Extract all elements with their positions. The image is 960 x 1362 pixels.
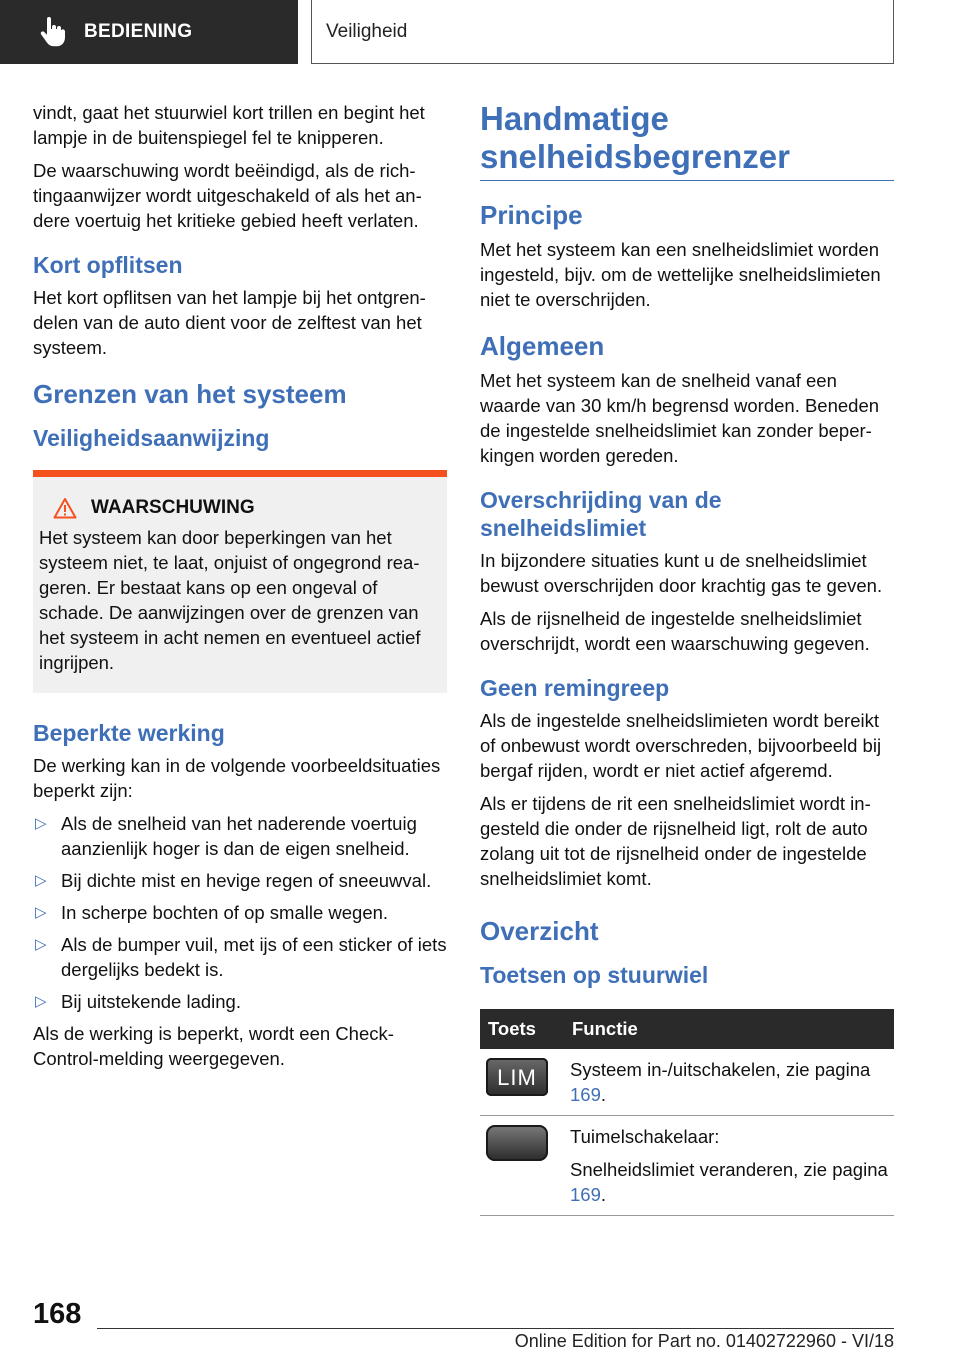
page-link[interactable]: 169: [570, 1184, 601, 1205]
rocker-switch-icon: [486, 1125, 548, 1161]
list-item: ▷ Bij uitstekende lading.: [35, 991, 241, 1012]
intro-paragraph-2: De waarschuwing wordt beëindigd, als de richtingaanwijzer wordt uitgeschakeld of als het andere voertuig het kritieke gebied heeft verlaten.: [33, 160, 422, 231]
heading-veiligheidsaanwijzing: Veiligheidsaanwijzing: [33, 425, 270, 451]
limitation-list: [33, 811, 447, 1014]
section-tab: [0, 0, 298, 64]
list-item: ▷ In scherpe bochten of op smalle wegen.: [35, 902, 389, 923]
edition-note: Online Edition for Part no. 01402722960 - VI/18: [514, 1331, 894, 1351]
heading-principe: Principe: [480, 200, 583, 230]
geen-remingreep-text-2: Als er tijdens de rit een snelheidslimiet wordt ingesteld die onder de rijsnelheid ligt, rolt de auto zolang uit tot de rijsnelheid onder de ingestelde snelheidslimiet komt.: [480, 793, 871, 889]
heading-grenzen: Grenzen van het systeem: [33, 379, 347, 409]
triangle-bullet-icon: ▷: [35, 815, 47, 832]
kort-opflitsen-text: Het kort opflitsen van het lampje bij het ontgrendelen van de auto dient voor de zelftest van het systeem.: [33, 287, 426, 358]
warning-title-row: [39, 497, 439, 519]
intro-paragraph-1: vindt, gaat het stuurwiel kort trillen en begint het lampje in de buitenspiegel fel te knipperen.: [33, 102, 425, 148]
key-cell: [480, 1116, 564, 1216]
heading-kort-opflitsen: Kort opflitsen: [33, 252, 183, 278]
heading-divider: [480, 180, 894, 181]
page-link[interactable]: 169: [570, 1084, 601, 1105]
triangle-bullet-icon: ▷: [35, 872, 47, 889]
principe-text: Met het systeem kan een snelheidslimiet worden ingesteld, bijv. om de wettelijke snelheidslimieten niet te overschrijden.: [480, 239, 881, 310]
list-item: ▷ Bij dichte mist en hevige regen of sneeuwval.: [35, 870, 432, 891]
chapter-tab: [311, 0, 894, 64]
function-cell: Tuimelschakelaar: Snelheidslimiet veranderen, zie pagina 169.: [564, 1116, 894, 1216]
keys-table: [480, 1009, 894, 1216]
heading-toetsen: Toetsen op stuurwiel: [480, 962, 709, 988]
main-heading-line-2: snelheidsbegrenzer: [480, 138, 790, 175]
warning-triangle-icon: [53, 497, 77, 519]
list-item: ▷ Als de snelheid van het naderende voertuig aanzienlijk hoger is dan de eigen snelheid.: [35, 813, 417, 859]
left-column: [33, 100, 447, 1079]
heading-algemeen: Algemeen: [480, 331, 605, 361]
page-number: 168: [33, 1298, 82, 1330]
pointing-hand-icon: [38, 17, 66, 47]
table-row: [480, 1116, 894, 1216]
heading-geen-remingreep: Geen remingreep: [480, 675, 670, 701]
warning-title: WAARSCHUWING: [91, 497, 255, 518]
function-cell: Systeem in-/uitschakelen, zie pagina 169.: [564, 1049, 894, 1116]
heading-overschrijding-1: Overschrijding van de: [480, 487, 722, 513]
chapter-title: Veiligheid: [326, 20, 408, 42]
overschrijding-text-2: Als de rijsnelheid de ingestelde snelheidslimiet overschrijdt, wordt een waarschuwing gegeven.: [480, 608, 870, 654]
triangle-bullet-icon: ▷: [35, 993, 47, 1010]
lim-button-icon: LIM: [486, 1058, 548, 1096]
column-header-key: Toets: [480, 1009, 564, 1049]
heading-overschrijding-2: snelheidslimiet: [480, 515, 647, 541]
warning-text: Het systeem kan door beperkingen van het systeem niet, te laat, onjuist of ongegrond reageren. Er bestaat kans op een ongeval of schade. De aanwijzingen over de grenzen van het systeem in acht nemen en eventueel actief ingrijpen.: [39, 527, 421, 673]
main-heading-line-1: Handmatige: [480, 100, 669, 137]
list-item: ▷ Als de bumper vuil, met ijs of een sticker of iets dergelijks bedekt is.: [35, 934, 447, 980]
beperkt-intro: De werking kan in de volgende voorbeeldsituaties beperkt zijn:: [33, 755, 441, 801]
heading-beperkte-werking: Beperkte werking: [33, 720, 225, 746]
geen-remingreep-text-1: Als de ingestelde snelheidslimieten wordt bereikt of onbewust wordt overschreden, bijvoorbeeld bij bergaf rijden, wordt er niet actief afgeremd.: [480, 710, 882, 781]
section-title: BEDIENING: [84, 21, 193, 42]
footer-divider: [97, 1328, 894, 1329]
triangle-bullet-icon: ▷: [35, 936, 47, 953]
column-header-function: Functie: [564, 1009, 894, 1049]
triangle-bullet-icon: ▷: [35, 904, 47, 921]
beperkt-outro: Als de werking is beperkt, wordt een Check-Control-melding weergegeven.: [33, 1023, 394, 1069]
right-column: [480, 100, 894, 1216]
heading-overzicht: Overzicht: [480, 916, 599, 946]
key-cell: [480, 1049, 564, 1116]
overschrijding-text-1: In bijzondere situaties kunt u de snelheidslimiet bewust overschrijden door krachtig gas te geven.: [480, 550, 883, 596]
table-row: [480, 1049, 894, 1116]
warning-box: [33, 470, 447, 693]
algemeen-text: Met het systeem kan de snelheid vanaf een waarde van 30 km/h begrensd worden. Beneden de ingestelde snelheidslimiet kan zonder beperkingen worden gereden.: [480, 370, 880, 466]
